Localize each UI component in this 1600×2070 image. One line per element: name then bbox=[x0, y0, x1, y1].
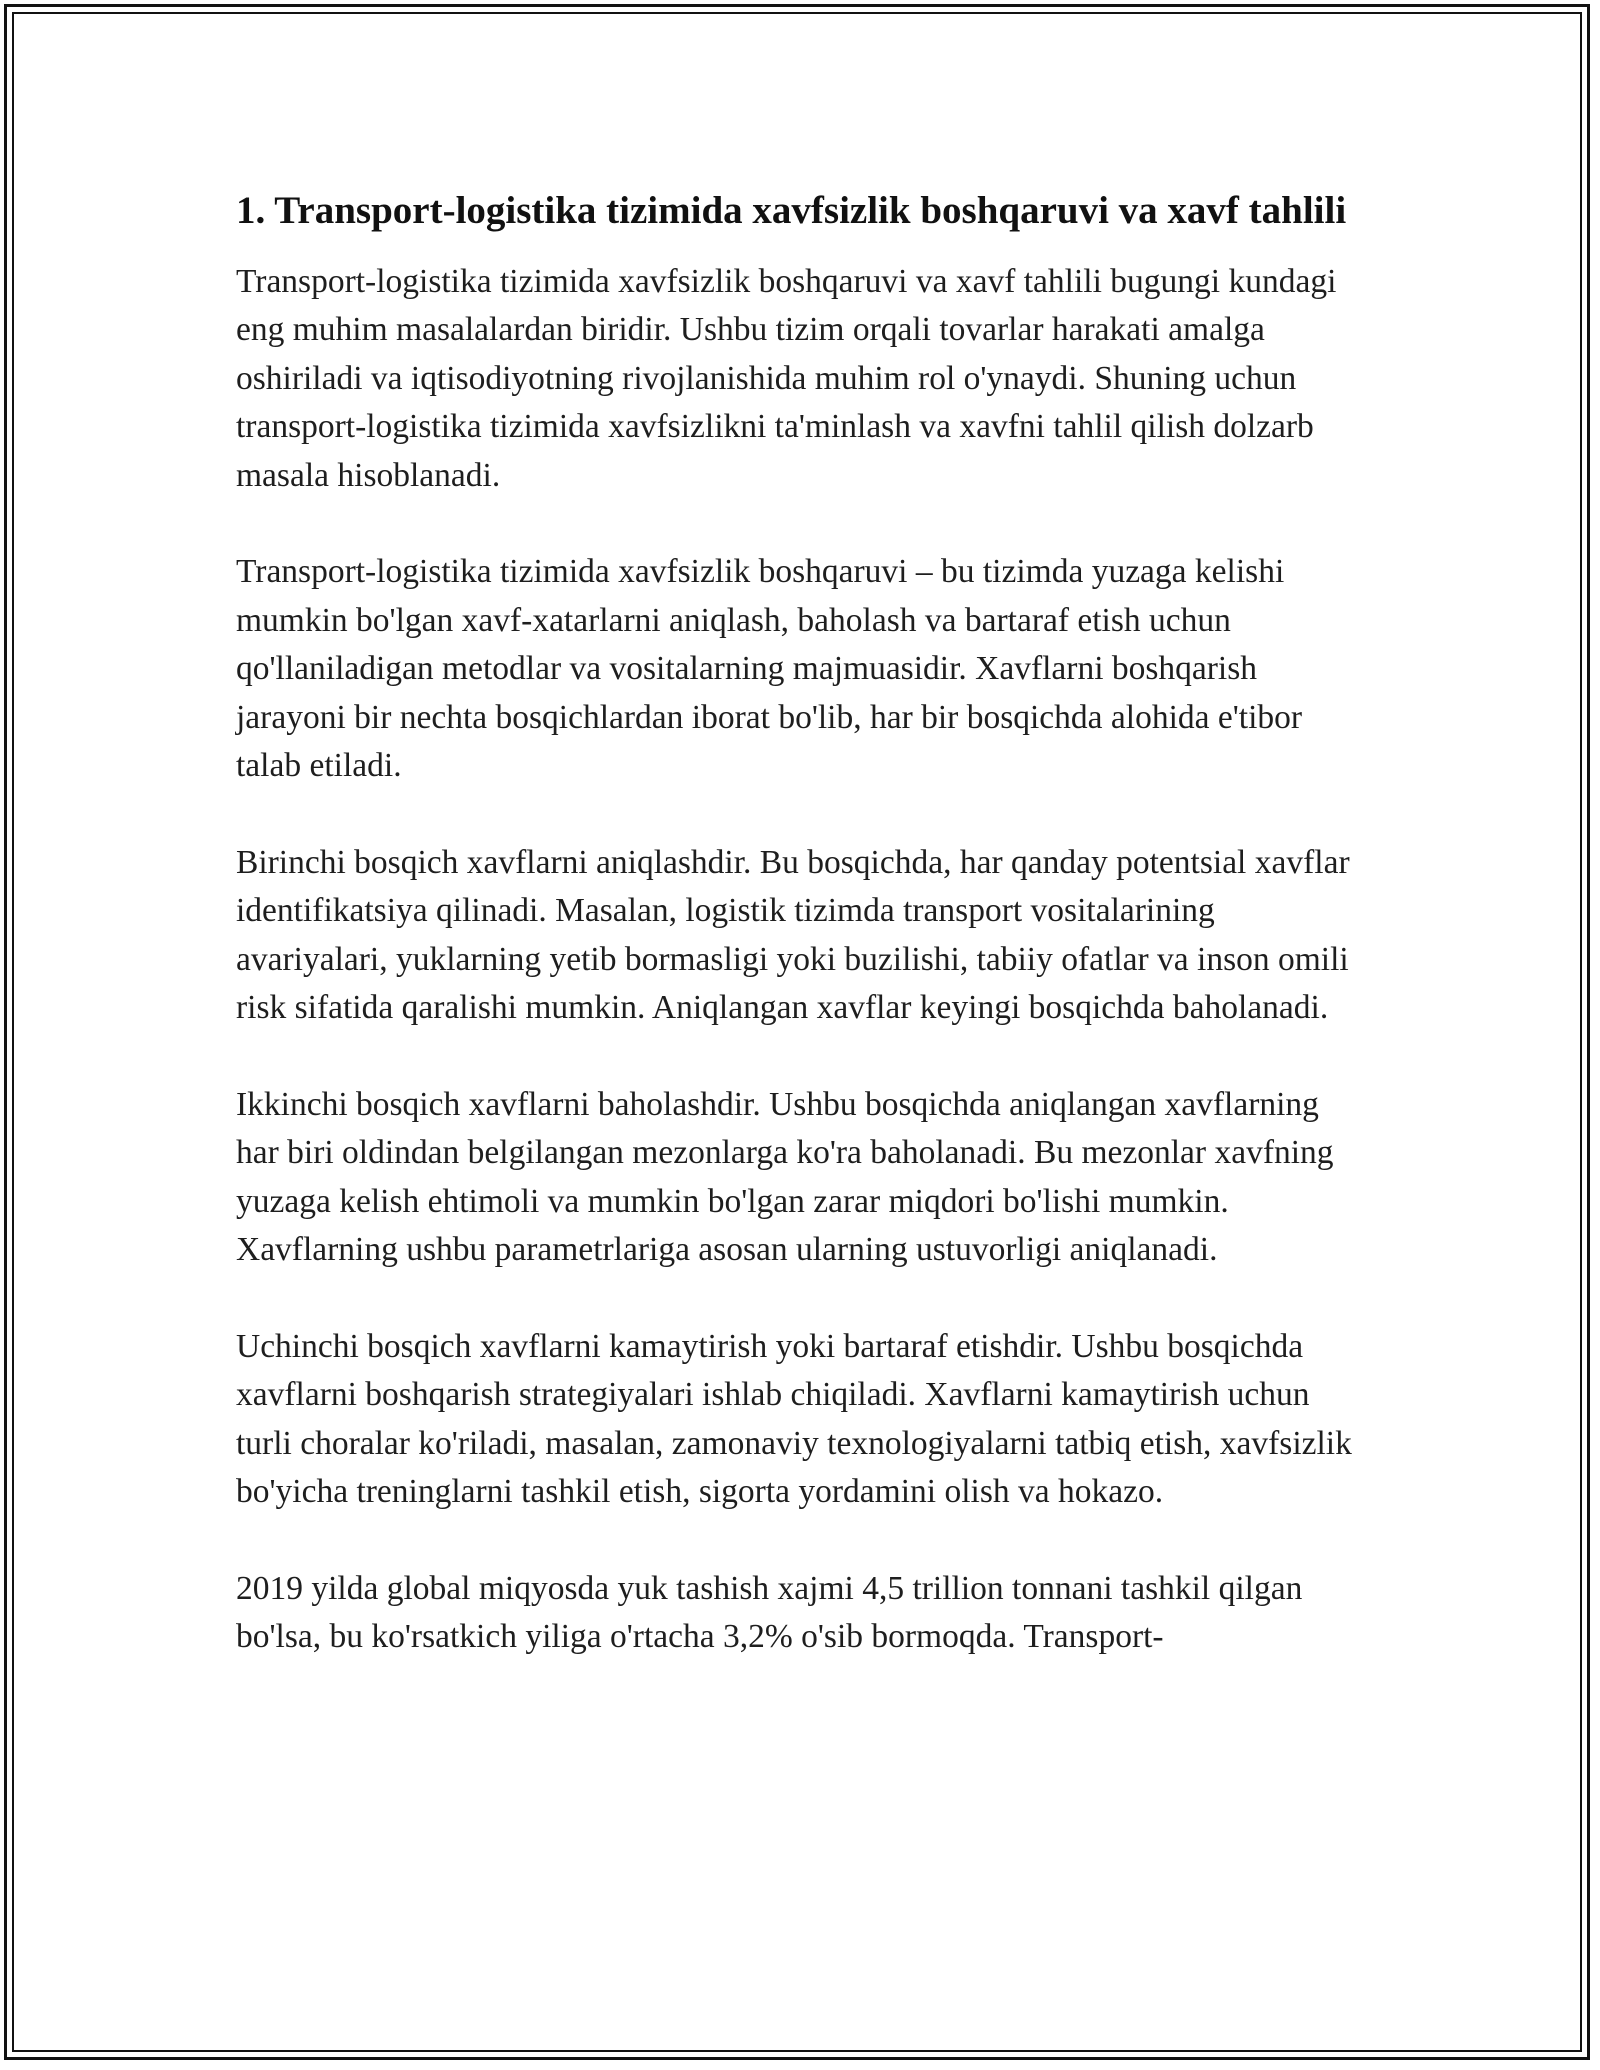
paragraph-stage-one: Birinchi bosqich xavflarni aniqlashdir. Bu bosqichda, har qanday potentsial xavflar identifikatsiya qilinadi. Masalan, logistik tizimda transport vositalarining avariyalari, yuklarning yetib bormasligi yoki buzilishi, tabiiy ofatlar va inson omili risk sifatida qaralishi mumkin. Aniqlangan xavflar keyingi bosqichda baholanadi. bbox=[236, 843, 1350, 1027]
paragraph-statistics: 2019 yilda global miqyosda yuk tashish xajmi 4,5 trillion tonnani tashkil qilgan bo'lsa, bu ko'rsatkich yiliga o'rtacha 3,2% o'sib bormoqda. Transport- bbox=[236, 1569, 1303, 1656]
document-body bbox=[236, 185, 1356, 1662]
paragraph-stage-three: Uchinchi bosqich xavflarni kamaytirish yoki bartaraf etishdir. Ushbu bosqichda xavflarni boshqarish strategiyalari ishlab chiqiladi. Xavflarni kamaytirish uchun turli choralar ko'riladi, masalan, zamonaviy texnologiyalarni tatbiq etish, xavfsizlik bo'yicha treninglarni tashkil etish, sigorta yordamini olish va hokazo. bbox=[236, 1327, 1352, 1511]
paragraph-intro: Transport-logistika tizimida xavfsizlik boshqaruvi va xavf tahlili bugungi kundagi eng muhim masalalardan biridir. Ushbu tizim orqali tovarlar harakati amalga oshiriladi va iqtisodiyotning rivojlanishida muhim rol o'ynaydi. Shuning uchun transport-logistika tizimida xavfsizlikni ta'minlash va xavfni tahlil qilish dolzarb masala hisoblanadi. bbox=[236, 262, 1337, 494]
paragraph-stage-two: Ikkinchi bosqich xavflarni baholashdir. Ushbu bosqichda aniqlangan xavflarning har biri oldindan belgilangan mezonlarga ko'ra baholanadi. Bu mezonlar xavfning yuzaga kelish ehtimoli va mumkin bo'lgan zarar miqdori bo'lishi mumkin. Xavflarning ushbu parametrlariga asosan ularning ustuvorligi aniqlanadi. bbox=[236, 1085, 1334, 1269]
paragraph-definition: Transport-logistika tizimida xavfsizlik boshqaruvi – bu tizimda yuzaga kelishi mumkin bo'lgan xavf-xatarlarni aniqlash, baholash va bartaraf etish uchun qo'llaniladigan metodlar va vositalarning majmuasidir. Xavflarni boshqarish jarayoni bir nechta bosqichlardan iborat bo'lib, har bir bosqichda alohida e'tibor talab etiladi. bbox=[236, 553, 1303, 785]
section-heading: 1. Transport-logistika tizimida xavfsizlik boshqaruvi va xavf tahlili bbox=[236, 189, 1347, 232]
